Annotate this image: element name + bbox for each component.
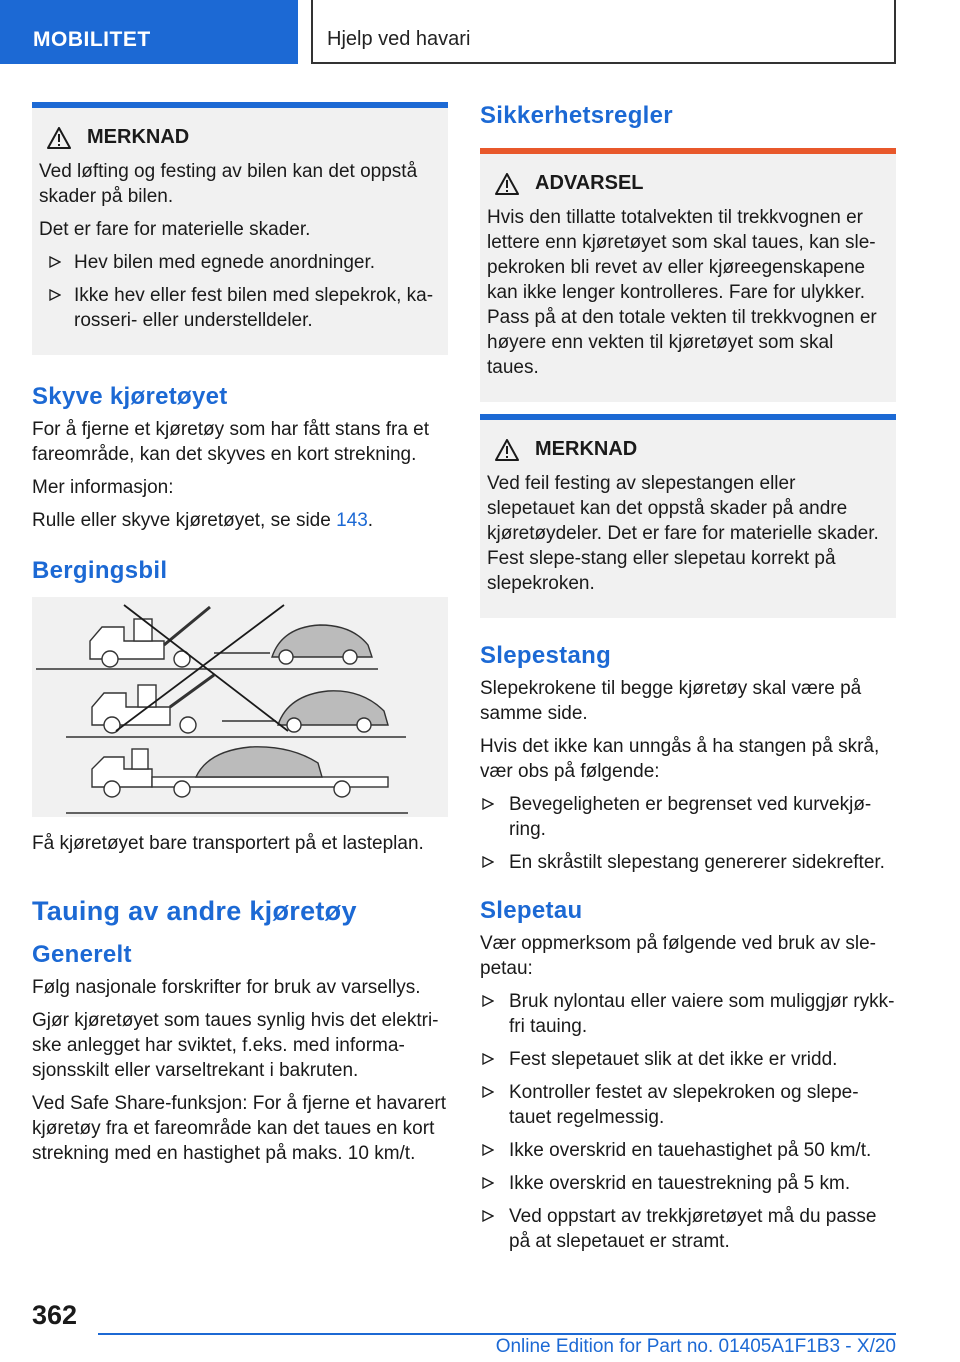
- notice-box-2: [480, 414, 896, 618]
- warning-triangle-icon: [495, 439, 519, 461]
- list-item: [480, 1171, 896, 1196]
- warning-triangle-icon: [47, 127, 71, 149]
- list-item-text: Ved oppstart av trekkjøretøyet må du passe på at slepetauet er stramt.: [509, 1206, 877, 1252]
- warning-box: [480, 148, 896, 402]
- towbar-list: [480, 792, 896, 875]
- notice-heading-2: [487, 438, 888, 461]
- notice-text-1: Ved løfting og festing av bilen kan det oppstå skader på bilen.: [39, 161, 418, 207]
- general-heading: Generelt: [32, 941, 132, 968]
- left-column: [32, 102, 448, 1174]
- towbar-text-2: Hvis det ikke kan unngås å ha stangen på skrå, vær obs på følgende:: [480, 736, 880, 782]
- page-link[interactable]: 143: [336, 510, 368, 531]
- push-text-2: Mer informasjon:: [32, 477, 174, 498]
- notice-text-2: Ved feil festing av slepestangen eller slepetauet kan det oppstå skader på andre kjøretøydeler. Det er fare for materielle skader. Fest slepe-stang eller slepetau korrekt på slepekroken.: [487, 473, 879, 594]
- bullet-triangle-icon: [482, 856, 494, 868]
- towrope-list: [480, 989, 896, 1254]
- general-text-1: Følg nasjonale forskrifter for bruk av varsellys.: [32, 977, 421, 998]
- list-item: [480, 989, 896, 1039]
- warning-heading: [487, 172, 888, 195]
- list-item: [480, 1138, 896, 1163]
- towrope-heading: Slepetau: [480, 897, 583, 924]
- warning-text: Hvis den tillatte totalvekten til trekkvognen er lettere enn kjøretøyet som skal taues, kan sle-pekroken bli revet av eller kjøreegenskapene kan ikke lenger kontrolleres. Fare for ulykker. Pass på at den totale vekten til trekkvognen er høyere enn vekten til kjøretøyet som skal taues.: [487, 207, 877, 378]
- page-number: 362: [32, 1300, 78, 1330]
- bullet-triangle-icon: [482, 1210, 494, 1222]
- bullet-triangle-icon: [482, 1086, 494, 1098]
- towbar-text-1: Slepekrokene til begge kjøretøy skal være på samme side.: [480, 678, 862, 724]
- bullet-triangle-icon: [482, 1177, 494, 1189]
- list-item: [480, 1080, 896, 1130]
- push-text-1: For å fjerne et kjøretøy som har fått stans fra et fareområde, kan det skyves en kort strekning.: [32, 419, 430, 465]
- section-tab: MOBILITET: [0, 0, 298, 64]
- notice-heading: [39, 126, 440, 149]
- list-item-text: Ikke overskrid en tauestrekning på 5 km.: [509, 1173, 851, 1194]
- general-text-2: Gjør kjøretøyet som taues synlig hvis det elektri-ske anlegget har sviktet, f.eks. med informa-sjonsskilt eller varseltrekant i bakruten.: [32, 1010, 439, 1081]
- list-item-text: Fest slepetauet slik at det ikke er vridd.: [509, 1049, 838, 1070]
- list-item: [39, 283, 440, 333]
- tow-truck-heading: Bergingsbil: [32, 557, 168, 584]
- tow-truck-illustration: [32, 597, 448, 817]
- footer-edition: Online Edition for Part no. 01405A1F1B3 - X/20: [495, 1336, 896, 1357]
- push-ref-end: .: [367, 510, 374, 531]
- list-item: [480, 792, 896, 842]
- push-heading: Skyve kjøretøyet: [32, 383, 228, 410]
- safety-heading: Sikkerhetsregler: [480, 102, 673, 129]
- list-item: [480, 1204, 896, 1254]
- list-item: [480, 1047, 896, 1072]
- notice-title: MERKNAD: [87, 126, 190, 148]
- list-item-text: Hev bilen med egnede anordninger.: [74, 252, 376, 273]
- push-ref-text: Rulle eller skyve kjøretøyet, se side: [32, 510, 337, 531]
- list-item-text: Ikke hev eller fest bilen med slepekrok, ka-rosseri- eller understelldeler.: [74, 285, 434, 331]
- bullet-triangle-icon: [49, 289, 61, 301]
- list-item-text: Bevegeligheten er begrenset ved kurvekjø-ring.: [509, 794, 872, 840]
- list-item-text: En skråstilt slepestang genererer sidekrefter.: [509, 852, 885, 873]
- notice-title-2: MERKNAD: [535, 438, 638, 460]
- list-item-text: Ikke overskrid en tauehastighet på 50 km/t.: [509, 1140, 872, 1161]
- notice-list: [39, 250, 440, 333]
- bullet-triangle-icon: [482, 995, 494, 1007]
- towrope-text-1: Vær oppmerksom på følgende ved bruk av sle-petau:: [480, 933, 877, 979]
- bullet-triangle-icon: [482, 1053, 494, 1065]
- push-text-3: [32, 508, 448, 533]
- bullet-triangle-icon: [482, 798, 494, 810]
- footer-rule: [98, 1333, 896, 1335]
- list-item: [39, 250, 440, 275]
- general-text-3: Ved Safe Share-funksjon: For å fjerne et havarert kjøretøy fra et fareområde kan det taues en kort strekning med en hastighet på maks. 10 km/t.: [32, 1093, 447, 1164]
- list-item: [480, 850, 896, 875]
- right-column: [480, 102, 896, 1262]
- list-item-text: Bruk nylontau eller vaiere som muliggjør rykk-fri tauing.: [509, 991, 895, 1037]
- towing-heading: Tauing av andre kjøretøy: [32, 896, 357, 926]
- tow-truck-figure: [32, 597, 448, 817]
- list-item-text: Kontroller festet av slepekroken og slepe-tauet regelmessig.: [509, 1082, 859, 1128]
- notice-text-2: Det er fare for materielle skader.: [39, 219, 311, 240]
- warning-triangle-icon: [495, 173, 519, 195]
- bullet-triangle-icon: [49, 256, 61, 268]
- notice-box: [32, 102, 448, 355]
- bullet-triangle-icon: [482, 1144, 494, 1156]
- towbar-heading: Slepestang: [480, 642, 612, 669]
- chapter-title: Hjelp ved havari: [311, 0, 896, 64]
- warning-title: ADVARSEL: [535, 172, 644, 194]
- tow-truck-caption: Få kjøretøyet bare transportert på et lasteplan.: [32, 833, 424, 854]
